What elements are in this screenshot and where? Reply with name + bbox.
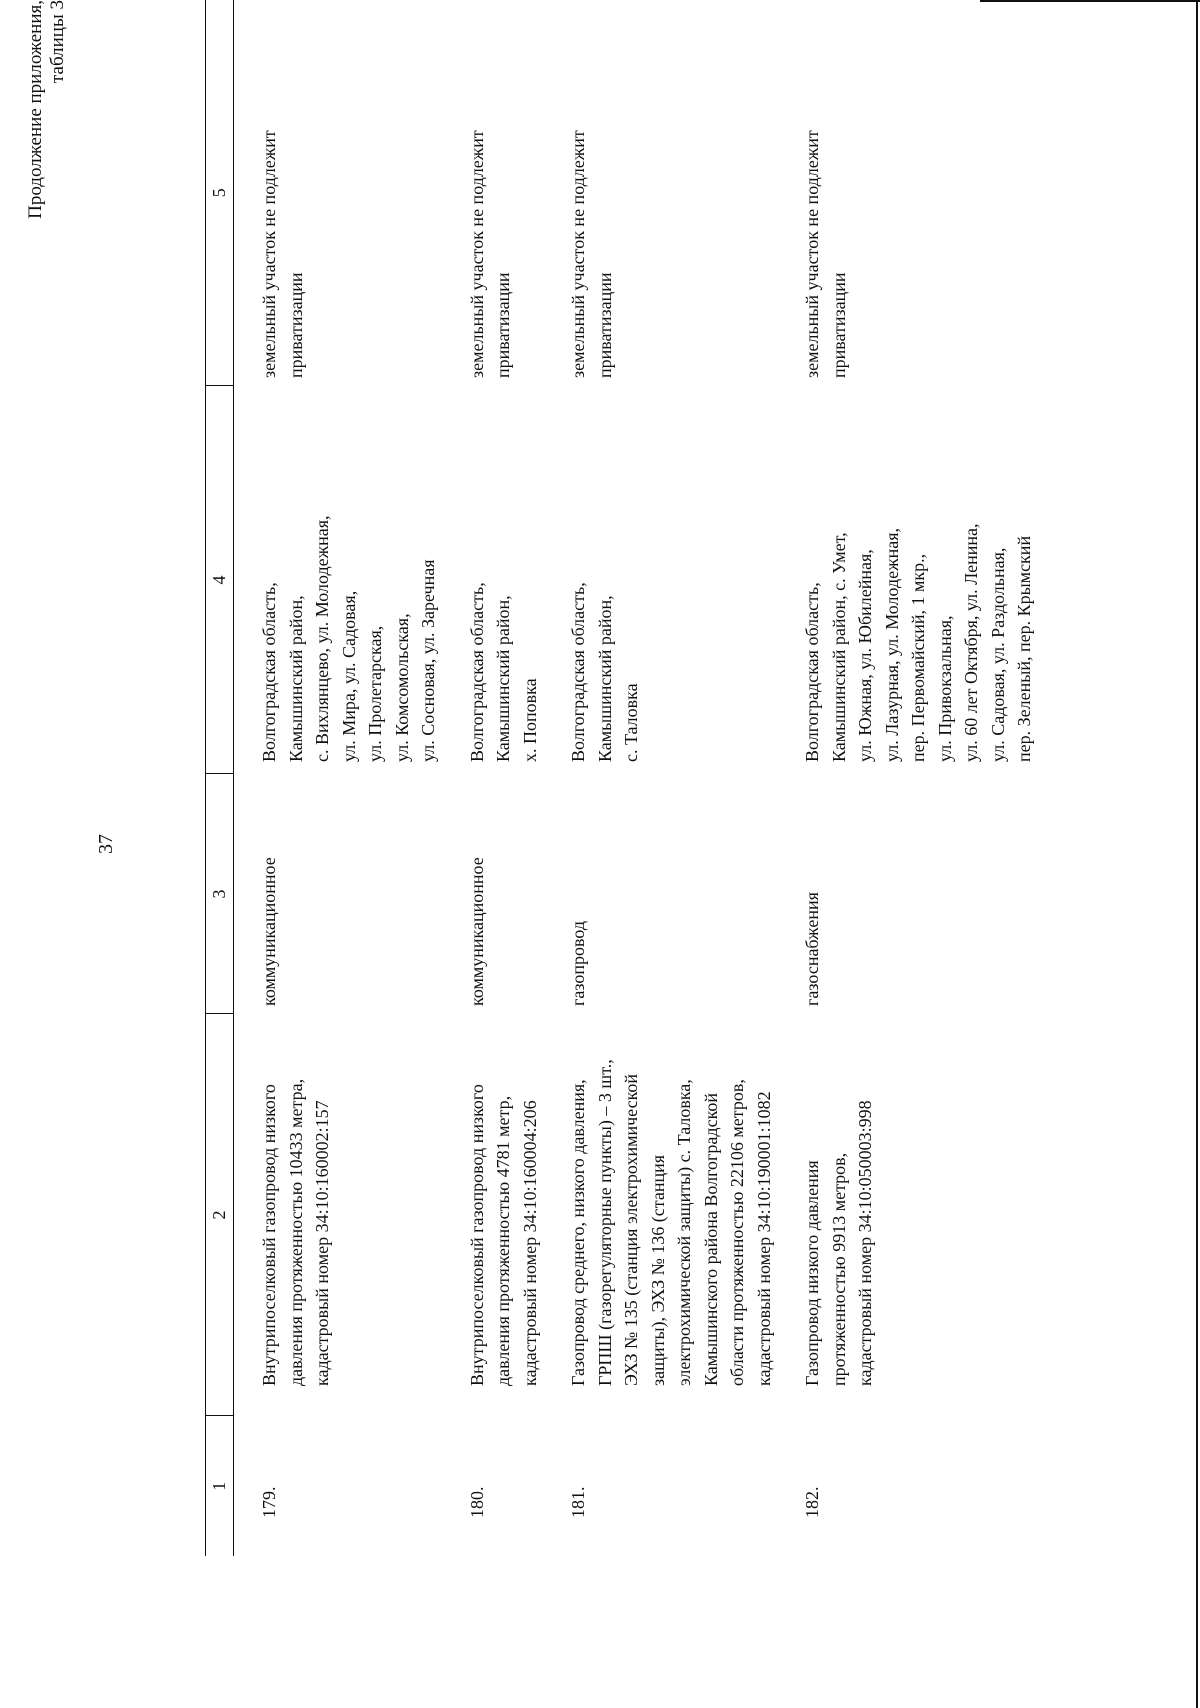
address-line: ул. Лазурная, ул. Молодежная,: [881, 528, 902, 762]
purpose: [442, 774, 544, 1014]
purpose-line: коммуникационное: [259, 857, 279, 1006]
note-line: приватизации: [285, 272, 306, 378]
note-line: приватизации: [493, 272, 513, 378]
address-line: пер. Первомайский, 1 мкр.,: [908, 553, 928, 762]
address-line: х. Поповка: [519, 678, 540, 762]
address-line: Волгоградская область,: [802, 582, 822, 762]
object-name-line: кадастровый номер 34:10:160002:157: [312, 1100, 332, 1386]
page-number: 37: [95, 834, 117, 854]
address: [442, 386, 544, 774]
address-line: Волгоградская область,: [568, 582, 588, 762]
note-line: приватизации: [828, 272, 849, 378]
address-line: ул. Садовая, ул. Раздольная,: [987, 547, 1008, 762]
address-line: Волгоградская область,: [466, 582, 487, 762]
purpose: [543, 774, 777, 1014]
header-col-3: 3: [206, 774, 234, 1014]
caption: [25, 0, 69, 300]
table-row: [234, 0, 442, 1556]
note-line: земельный участок не подлежит: [802, 130, 822, 378]
note-line: приватизации: [594, 272, 615, 378]
header-col-2: 2: [206, 1014, 234, 1416]
row-number: [543, 1416, 777, 1556]
object-name: [543, 1014, 777, 1416]
address: [543, 386, 777, 774]
note-line: земельный участок не подлежит: [259, 130, 279, 378]
object-name-line: Внутрипоселковый газопровод низкого: [259, 1084, 279, 1386]
address-line: ул. Южная, ул. Юбилейная,: [855, 549, 875, 762]
purpose: [777, 774, 1038, 1014]
header-col-1: 1: [206, 1416, 234, 1556]
purpose-line: коммуникационное: [466, 857, 487, 1006]
address-line: пер. Зеленый, пер. Крымский: [1014, 535, 1034, 762]
object-name-line: кадастровый номер 34:10:050003:998: [855, 1100, 875, 1386]
object-name-line: области протяженностью 22106 метров,: [727, 1079, 747, 1386]
object-name-line: защиты), ЭХЗ № 136 (станция: [647, 1155, 668, 1386]
caption-line-2: таблицы 3: [47, 0, 68, 83]
address-line: Камышинский район, с. Умет,: [828, 532, 849, 762]
caption-line-1: Продолжение приложения,: [25, 0, 46, 219]
header-col-5: 5: [206, 0, 234, 386]
object-name-line: Газопровод среднего, низкого давления,: [568, 1079, 588, 1386]
table-row: [543, 0, 777, 1556]
object-name-line: кадастровый номер 34:10:160004:206: [519, 1100, 540, 1386]
row-number-line: 180.: [466, 1486, 487, 1518]
object-name: [442, 1014, 544, 1416]
header-col-4: 4: [206, 386, 234, 774]
address-line: ул. Комсомольская,: [391, 613, 412, 762]
address: [777, 386, 1038, 774]
object-name-line: протяженностью 9913 метров,: [828, 1152, 849, 1386]
address-line: с. Таловка: [621, 683, 641, 762]
row-number: [777, 1416, 1038, 1556]
address-line: Камышинский район,: [594, 595, 615, 762]
purpose-line: газопровод: [568, 920, 588, 1006]
object-name-line: Газопровод низкого давления: [802, 1160, 822, 1386]
note: [543, 0, 777, 386]
purpose: [234, 774, 442, 1014]
row-number-line: 182.: [802, 1486, 822, 1518]
object-name-line: давления протяженностью 10433 метра,: [285, 1078, 306, 1386]
note: [777, 0, 1038, 386]
address-line: ул. 60 лет Октября, ул. Ленина,: [961, 523, 981, 762]
row-number: [442, 1416, 544, 1556]
note-line: земельный участок не подлежит: [568, 130, 588, 378]
row-number: [234, 1416, 442, 1556]
row-number-line: 181.: [568, 1486, 588, 1518]
address-line: Камышинский район,: [493, 595, 513, 762]
address-line: Волгоградская область,: [259, 582, 279, 762]
address-line: ул. Мира, ул. Садовая,: [338, 590, 359, 762]
address-line: ул. Привокзальная,: [934, 615, 955, 762]
table-row: [442, 0, 544, 1556]
object-name-line: Камышинского района Волгоградской: [700, 1092, 721, 1386]
address: [234, 386, 442, 774]
address-line: ул. Пролетарская,: [365, 625, 385, 762]
object-name-line: ГРПШ (газорегуляторные пункты) – 3 шт.,: [594, 1059, 615, 1386]
object-name: [234, 1014, 442, 1416]
table-row: [777, 0, 1038, 1556]
header-row: [206, 0, 234, 1556]
object-name-line: давления протяженностью 4781 метр,: [493, 1095, 513, 1386]
note: [442, 0, 544, 386]
object-name-line: электрохимической защиты) с. Таловка,: [674, 1079, 694, 1386]
address-line: Камышинский район,: [285, 595, 306, 762]
note: [234, 0, 442, 386]
object-name-line: ЭХЗ № 135 (станция электрохимической: [621, 1073, 641, 1386]
land-table: [205, 0, 1038, 1556]
purpose-line: газоснабжения: [802, 892, 822, 1006]
object-name: [777, 1014, 1038, 1416]
row-number-line: 179.: [259, 1486, 279, 1518]
object-name-line: Внутрипоселковый газопровод низкого: [466, 1084, 487, 1386]
address-line: ул. Сосновая, ул. Заречная: [418, 559, 438, 762]
note-line: земельный участок не подлежит: [466, 130, 487, 378]
object-name-line: кадастровый номер 34:10:190001:1082: [753, 1091, 774, 1386]
address-line: с. Вихлянцево, ул. Молодежная,: [312, 515, 332, 762]
